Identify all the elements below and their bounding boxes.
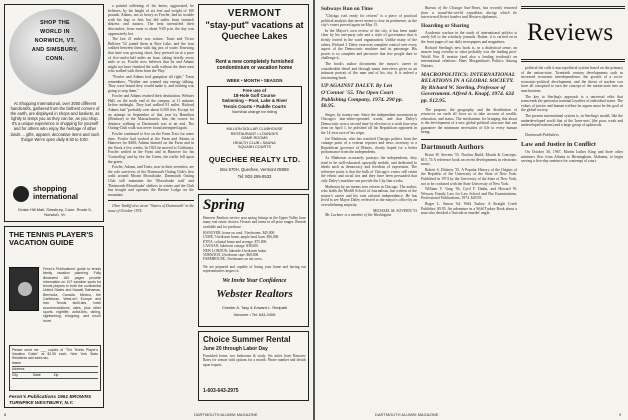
- reviewer-signature: MICHAEL M. SOVERN '53: [373, 208, 417, 213]
- tennis-order-intro: Please send me ___ copies of "The Tennis Player's Vacation Guide" at $2.95 each. New York State Residents add sales tax.: [12, 348, 98, 361]
- spring-realty-ad: [198, 194, 309, 327]
- webster-realtors-logo: Webster Realtors: [216, 288, 293, 300]
- review-heading: Subways Run on Time: [321, 6, 373, 12]
- nearby-item: RESTAURANT • LOUNGES: [230, 131, 279, 136]
- vermont-periods: WEEK • MONTH • SEASON: [226, 78, 283, 83]
- vermont-features-title: Free use of: [242, 88, 267, 93]
- tennis-guide-ad: [4, 226, 104, 408]
- review-heading: Hoarding or Sharing: [421, 22, 470, 29]
- order-field[interactable]: Name: [12, 361, 98, 367]
- review-paragraph: On October 30, 1967, Martin Luther King and three other ministers flew from Atlanta to Birmingham, Alabama, to begin serving a five-day sentence for contempt of court.: [521, 149, 623, 164]
- article-paragraph: "Fowler and Adams had gumption all right," Tonis remembers, "Neither one wanted any energy talking. They were bound they would make it, and nothing was going to stop them.": [108, 74, 194, 93]
- reviews-header: [521, 6, 625, 62]
- book-title: MACROPOLITICS: INTERNATIONAL RELATIONS IN A GLOBAL SOCIETY. By Richard W. Sterling, Professor of Government. Alfred A. Knopf, 1974. 624 pp. $12.95.: [421, 71, 516, 104]
- shopping-international-ad: [4, 4, 104, 222]
- globe-image: [9, 9, 101, 95]
- tennis-ad-body: Feron's Publications' guide to tennis family vacation planning. Fully illustrated 160 pages provide information on 107 vacation spots for tennis players in both the continental United States and Hawaii, Bahamas, Bermuda, Canada, Mexico, the Caribbean, West-ern Europe and Iran. Tennis facili-ties, hotel accommodations, rates, plus other sports, nightlife, activi-ties, dining, sightseeing, shopping, and much more.: [43, 267, 101, 323]
- summer-rental-ad: [198, 331, 309, 401]
- spring-listings: [203, 231, 306, 262]
- author-entry: Bruce W. Stevens '55. Nuclear Build, Moods & Concepts. $13. 74 A reference book on recent developments in electronic music.: [421, 153, 517, 167]
- listing-item: NEW LONDON, lakeside 4 bedroom home.: [203, 248, 267, 253]
- review-heading: Law and Justice in Conflict: [521, 141, 596, 149]
- tennis-order-box: [9, 345, 101, 391]
- shop-ad-body: At Shopping International, over 3000 different handicrafts, gathered from the farthest corners of the earth, are displayed in shops and baskets, as lightly to tempt you as they can be, as you shop. It's a unique experience in shopping for yourself and for others who enjoy the heritage of other lands ... gifts, apparel, decorative items and such things! We're open daily 9:30 to 5:00.: [10, 101, 100, 142]
- spring-address: Chester A. Tasy & Edward L. Redpath: [221, 305, 288, 310]
- article-paragraph: The last 21 miles was torture. Tonis and Victor Belfiore '52 joined them at Rice Lake, and the four walked between them with big jars of water. Knowing that time was growing short, they pressed on at a pace of five-and-a-half miles an hour, taking briefly every mile or so. Fowler now believes that he and Adams might not have finished the walk without the three men who walked with them from the 'Bay.': [108, 37, 194, 74]
- article-column: [108, 4, 194, 400]
- author-entry: William V. Vang '56, Cyril F. Dakin, and Howard W. Wesson. Family Law for Law School and Bar Examinations. Professional Publications, 1974. $29.95.: [421, 187, 517, 201]
- review-paragraph: As Matheson accurately portrays the independents, they tend to be well-educated, upwardly mobile, and dedicated to ideals such as democracy and freedom of expression. The reference point is that the bulk of Chicago's voters still retain the ethnic and racial ties and they have been persuaded that only Daley's machine can provide the City that works.: [321, 156, 417, 183]
- spring-closing: We are prepared and capable of listing your home and having our representatives inspect it.: [203, 265, 306, 274]
- footer-left: DARTMOUTH ALUMNI MAGAZINE: [194, 412, 258, 417]
- review-column-3: [521, 66, 623, 402]
- dartmouth-authors-heading: Dartmouth Authors: [421, 142, 484, 152]
- vermont-feature: Nominal charge for riding: [232, 108, 277, 114]
- listing-item: NORWICH, 4 bedroom cape. $68,000.: [203, 253, 260, 258]
- article-paragraph: Fowler and Adams reached their destination, Webster Hall, on the north end of the campus, at 11 minutes before midnight. They had walked 81 miles. Richard Adams had "probably over about 6,500 feet. Except for an attempt in September of that year by Hamilton (Moulton) to the Massachusetts line, the course for distance walking at Dartmouth was at an end. The Outing-Club walk was never found attempted again.: [108, 94, 194, 131]
- review-paragraph: Academic warfare in the study of international politics is rarely left to the scholarly journals. Rather, it is carried on in the front pages of our daily newspapers and magazines.: [421, 30, 517, 44]
- vermont-phone: Tel: 802-295-5533: [237, 174, 272, 179]
- review-paragraph: The book's author documents the mayor's career in considerable detail and through many interviews gives us an intimate portrait of the man and of his city. It is indeed a fascinating book.: [321, 61, 417, 80]
- footer-right: DARTMOUTH ALUMNI MAGAZINE: [375, 412, 439, 417]
- review-paragraph: Richard Sterling's new book is, in a dialectical sense, an answer long overdue to what probably was the leading post-World War II treatise (and also a leading textbook) on international relations: Hans Morgenthau's Politics Among Nations.: [421, 45, 517, 68]
- order-field[interactable]: City State Zip: [12, 373, 98, 379]
- listing-item: CANAAN, lakefront cottage. $38,000.: [203, 244, 259, 249]
- reviews-title: Reviews: [527, 19, 614, 46]
- vermont-company: QUECHEE REALTY LTD.: [208, 155, 301, 164]
- book-title: UP AGAINST DALEY. By Len O'Connor '55. The Open Court Publishing Company, 1974. 290 pp. $8.95.: [321, 83, 404, 110]
- rental-dates: June 20 through Labor Day: [203, 346, 268, 352]
- review-paragraph: The present international system is, in Sterling's model, like the underdeveloped world that of the 'have-nots' (the poor, weak and undeveloped nations) and a large group of upheavals.: [521, 113, 623, 128]
- nearby-item: SQUASH COURTS: [237, 145, 272, 150]
- shop-ad-logo-text: shopping international: [33, 184, 79, 201]
- listing-item: HANOVER, home on road, 3 bedrooms. $45,000.: [203, 231, 276, 235]
- review-paragraph: "Chicago isn't ready for reform" is a piece of practical political analysis that never seems to lose its pertinence, as the city's voters proved again on May 15.: [321, 14, 417, 28]
- vermont-subhead: Rent a new completely furnished condominium or vacation home: [215, 59, 294, 71]
- tennis-ad-headline: THE TENNIS PLAYER'S VACATION GUIDE: [9, 230, 94, 248]
- rental-phone: 1-603-643-2975: [203, 388, 239, 394]
- right-page: [315, 0, 628, 420]
- spring-tagline: We Invite Your Confidence: [222, 278, 287, 284]
- spring-body: Hanover Realtors service area spring listings in the Upper Valley have many real estate choices. Houses and farms in all price ranges. Rentals available and for purchase.: [203, 216, 306, 229]
- review-paragraph: Matheson by no means sees reform in Chicago. The author, who holds the Medill School of Journalism, has written of the mayor's career and his own rational independence. He has lived to see Mayor Daley reelected to the mayor's office by an overwhelming majority.: [321, 184, 417, 207]
- shopping-international-logo: [13, 185, 97, 203]
- rental-title: Choice Summer Rental: [203, 335, 291, 344]
- vermont-feature: 18-Hole Golf Course: [233, 93, 276, 99]
- vermont-feature: Swimming – Pool, Lake & River: [221, 98, 288, 104]
- review-column-2: [421, 6, 517, 402]
- rental-body: Furnished home, two bedrooms & study. Six miles from Hanover. Rates for season with options for a month. Phone number and details upon request.: [203, 354, 306, 367]
- tennis-ball-icon: [18, 282, 32, 296]
- spring-phone: Hanover • Tel: 643-2406: [233, 312, 276, 317]
- vermont-headline: "stay-put" vacations at Quechee Lakes: [205, 20, 304, 41]
- review-paragraph: The key to Sterling's approach is a universal ethic that transcends the particular national loyalties of individual states. The values of justice and human welfare he argues must be the goal of the global society.: [521, 94, 623, 113]
- shop-ad-address: Drake Hill Mall, Simsbury, Conn. Route 5, Norwich, Vt.: [18, 207, 92, 217]
- reviewer-note: Mr. Lackner is a member of the Washington: [325, 213, 392, 218]
- article-caption: Olive Tardiff also wrote "Sisters of Dartmouth" in the issue of October 1974.: [108, 204, 194, 213]
- page-number-right: 9: [619, 412, 622, 417]
- vermont-quechee-ad: [198, 4, 309, 190]
- tennis-ad-footer: Feron's Publications 1961 BROWNS TURNPIKE WESTBURY, N.Y.: [9, 395, 92, 406]
- vermont-heading: VERMONT: [227, 8, 282, 19]
- left-page: [0, 0, 313, 420]
- logo-mark-icon: [13, 186, 29, 202]
- review-paragraph: In the Mayor's own review of the city, it has been made clear by his one-party rule and a style of governance that is firmly rooted in the ward organization. Unlike many of the others, Richard J. Daley exercises complete control over every aspect of the Democratic machine and its patronage. His power is so complete and pervasive that few people dare to challenge it.: [321, 28, 417, 61]
- vermont-feature: Tennis Courts • Paddle Courts: [223, 103, 286, 109]
- review-paragraph: political the calls it macropolitical system based on the primacy of the nation-state. Twentieth century developments such as increased economic interdependence, the growth of a socio-economic-political development, and the threat of nuclear war have all conspired to turn the concept of the nation-state into an anachronism.: [521, 66, 623, 93]
- author-entry: Robert S. Doherty '35. A Popular History of the Origins of the Republic of the University of the State of New York. Published in 1974 by the University of the State of New York, not to be confused with the State University of New York.: [421, 167, 517, 186]
- review-column-1: [321, 6, 417, 402]
- order-field[interactable]: Address: [12, 367, 98, 373]
- vermont-nearby: [203, 127, 306, 150]
- review-paragraph: Bureau of the Chicago Sun-Times, has recently returned from a round-the-world expedition during which he interviewed Soviet leaders and Western diplomats.: [421, 6, 517, 20]
- author-entry: Roger L. Simon '64. Wild Turkey. A Straight Creek Publisher. $5.95. An adventure in a Wild Turkey Book about a man who decided a 'Suicide or murder' angle.: [421, 202, 517, 216]
- nearby-item: HEALTH CLUB • SAUNA: [233, 140, 276, 145]
- review-paragraph: Joe Matheson, who has watched Chicago politics from the vantage point of a veteran reporter and news secretary to a Republican governor of Illinois, clearly hoped for a better performance from the independents.: [321, 136, 417, 155]
- listing-item: LYME, 5 bedroom home, ample land, barn. $56,000.: [203, 235, 280, 240]
- listing-item: FARMHOUSE, 3 bedrooms on ten acres.: [203, 257, 263, 262]
- page-number-left: 8: [4, 412, 7, 417]
- nearby-item: GAME ROOMS: [241, 136, 268, 141]
- listing-item: ETNA, colonial home and acreage. $75,000.: [203, 239, 268, 244]
- review-paragraph: Singer, by twenty-one. Since the independent movement in Chicago's non-white-operated wards, and that Daley's Democratic won a second time by election to a sixth four-year term on April 1, he polished off his Republican opponent in the 14-year race of his reign.: [321, 112, 417, 136]
- article-end-rule: [108, 200, 194, 201]
- article-paragraph: a painful stiffening of his knees, aggravated, he believes, by his height of six feet and weight of 160 pounds. Adams, not so heavy as Fowler, had no trouble with his legs or feet, but did suffer from stomach distress and nausea. The heat intensified their discomfort; from noon to about 9:00 p.m. the day was oppressively hot.: [108, 4, 194, 36]
- vermont-features-box: [207, 86, 302, 124]
- nearby-item: MILLION DOLLAR CLUBHOUSE: [226, 127, 283, 131]
- shop-ad-headline: SHOP THE WORLD IN NORWICH, VT. AND SIMSBURY, CONN.: [31, 20, 79, 62]
- review-paragraph: The purpose, the geography, and the distribution of resources on earth all force us to take account of wealth, education, and status. The mechanism for bringing this about is the development of a new global political structure that can guarantee the minimum necessities of life to every human being.: [421, 107, 517, 135]
- vermont-address: Box 570H, Quechee, Vermont 05059: [220, 167, 289, 172]
- dartmouth-authors-box: [421, 139, 517, 216]
- article-paragraph: Fowler, Adams, and Tonis, now in their seventies, are the sole survivors of the Dartmouth Outing Club's first walk around Mount Moosilauke. Dartmouth Outing Club still maintains the 'Moosilauke trail' and 'Dartmouth-Moosilauke' shelters in winter and the Club has bought and operates the Ravine Lodge on the mountain.: [108, 165, 194, 197]
- tennis-book-cover: [9, 267, 39, 311]
- review-paragraph-italic: Dartmouth Publishers: [525, 132, 559, 137]
- article-paragraph: Fowler continued to live on the Farm Tract for some time. Fowler had worked at the Farm and Adams at Hanover for $400; Adams himself on the Farm and in the Stock a few weeks. In 1923 he moved to California. Fowler settled in the Farm and in Hanover for his 'Controllog' and by fire the Green, the traffic fell upon the green.: [108, 132, 194, 164]
- spring-title: Spring: [203, 197, 245, 213]
